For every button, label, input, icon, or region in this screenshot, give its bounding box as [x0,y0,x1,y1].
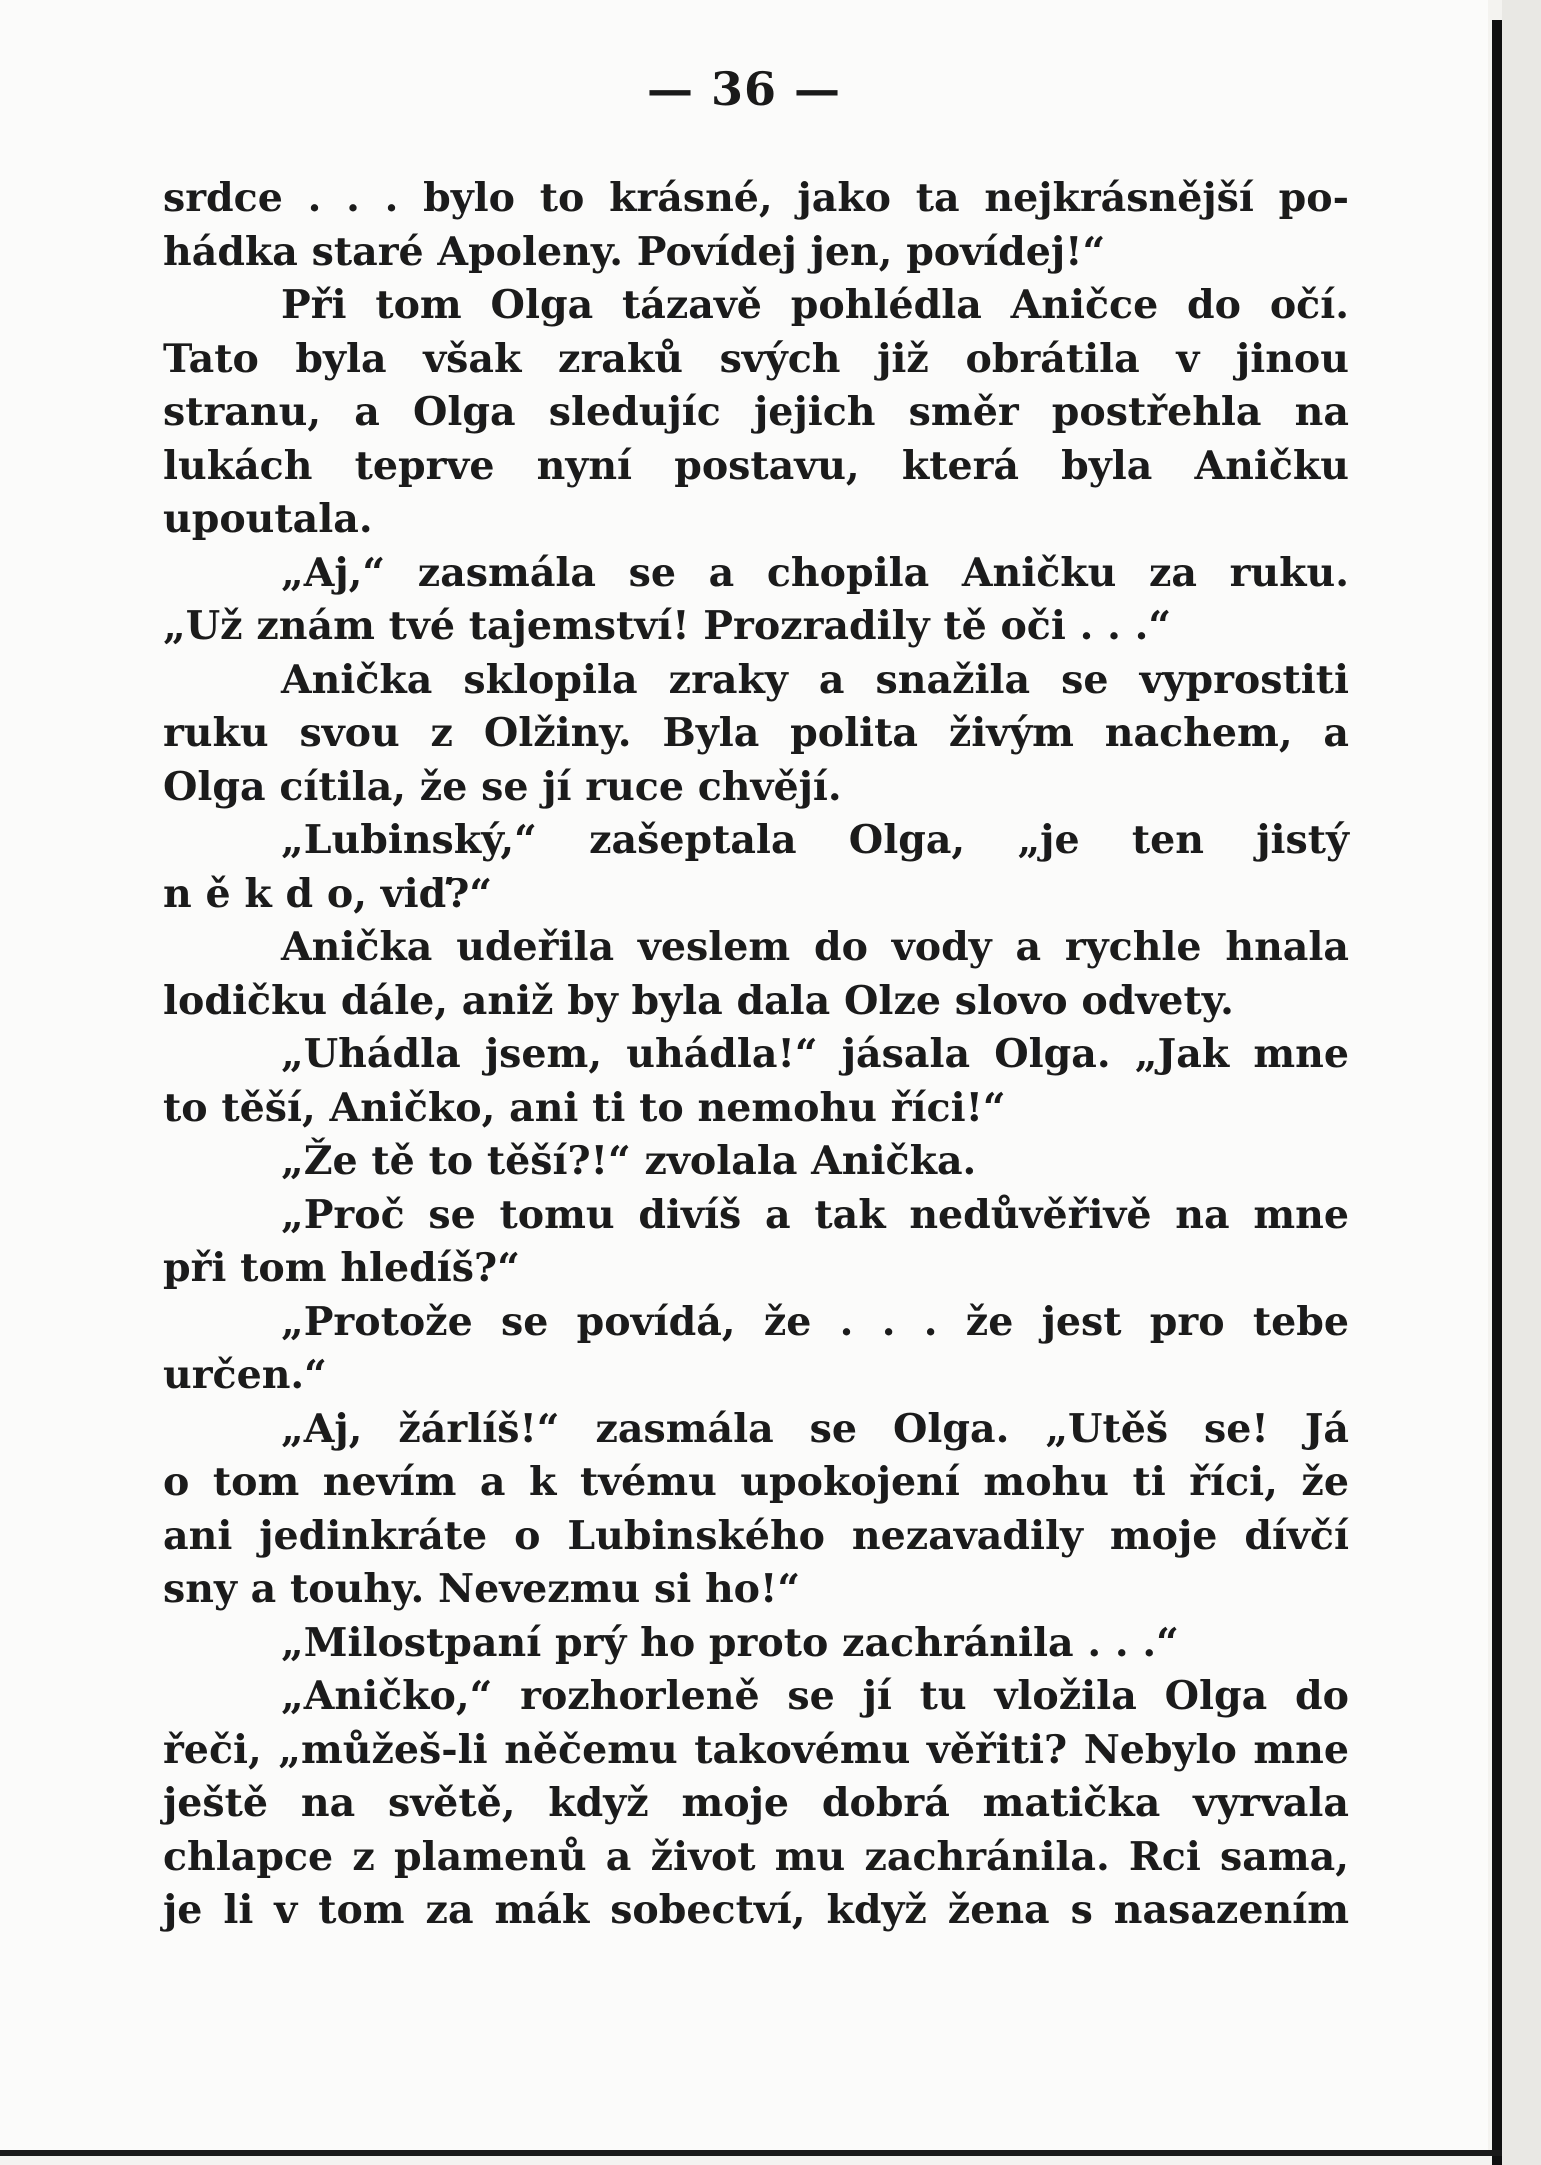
text-line: ruku svou z Olžiny. Byla polita živým nachem, a [163,710,1349,756]
text-line: o tom nevím a k tvému upokojení mohu ti říci, že [163,1459,1349,1505]
text-line: „Už znám tvé tajemství! Prozradily tě oči . . .“ [163,603,1172,649]
text-line: ani jedinkráte o Lubinského nezavadily moje dívčí [163,1512,1349,1559]
text-line: řeči, „můžeš-li něčemu takovému věřiti? Nebylo mne [163,1726,1349,1773]
text-line: lukách teprve nyní postavu, která byla Aničku [163,442,1349,489]
text-line: chlapce z plamenů a život mu zachránila. Rci sama, [163,1833,1349,1880]
body-text [163,172,1349,1938]
text-line: „Aničko,“ rozhorleně se jí tu vložila Olga do [281,1673,1349,1719]
text-line: „Uhádla jsem, uhádla!“ jásala Olga. „Jak mne [281,1031,1349,1077]
text-line: určen.“ [163,1352,327,1398]
text-line: „Milostpaní prý ho proto zachránila . . .“ [281,1619,1179,1666]
text-line: n ě k d o, viď?“ [163,870,493,917]
text-line: „Aj, žárlíš!“ zasmála se Olga. „Utěš se! Já [281,1405,1349,1452]
text-line: lodičku dále, aniž by byla dala Olze slovo odvety. [163,977,1234,1024]
scan-margin [1502,0,1541,2165]
text-line: „Aj,“ zasmála se a chopila Aničku za ruku. [281,549,1349,596]
text-line: stranu, a Olga sledujíc jejich směr postřehla na [163,389,1349,435]
text-line: sny a touhy. Nevezmu si ho!“ [163,1566,801,1612]
page-number: — 36 — [646,62,842,116]
text-line: „Lubinský,“ zašeptala Olga, „je ten jistý [281,817,1349,863]
text-line: srdce . . . bylo to krásné, jako ta nejkrásnější po- [163,175,1349,221]
text-line: „Proč se tomu divíš a tak nedůvěřivě na mne [281,1191,1349,1238]
text-line: Tato byla však zraků svých již obrátila v jinou [163,335,1349,382]
text-line: je li v tom za mák sobectví, když žena s nasazením [163,1887,1349,1933]
text-line: ještě na světě, když moje dobrá matička vyrvala [163,1780,1349,1826]
text-line: hádka staré Apoleny. Povídej jen, povídej!“ [163,228,1106,275]
text-line: při tom hledíš?“ [163,1245,520,1291]
page-edge-shadow [1492,20,1502,2165]
text-line: „Že tě to těší?!“ zvolala Anička. [281,1138,977,1184]
text-line: Anička sklopila zraky a snažila se vyprostiti [281,656,1349,703]
text-line: Při tom Olga tázavě pohlédla Aničce do očí. [281,282,1349,328]
text-line: to těší, Aničko, ani ti to nemohu říci!“ [163,1084,1006,1131]
text-line: upoutala. [163,496,373,542]
text-line: Anička udeřila veslem do vody a rychle hnala [281,924,1349,970]
text-line: „Protože se povídá, že . . . že jest pro tebe [281,1298,1349,1345]
page-bottom-edge [0,2150,1502,2156]
text-line: Olga cítila, že se jí ruce chvějí. [163,763,842,810]
